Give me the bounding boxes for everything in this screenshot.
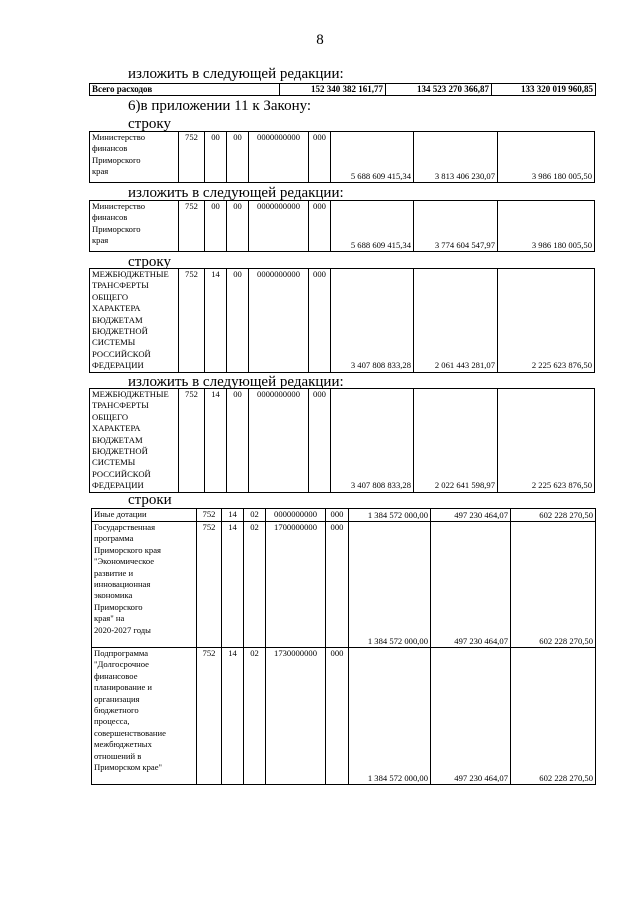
code-cell: 000 <box>326 648 349 785</box>
code-cell: 752 <box>197 522 222 648</box>
value-cell: 602 228 270,50 <box>511 509 596 522</box>
row-name: МЕЖБЮДЖЕТНЫЕ ТРАНСФЕРТЫ ОБЩЕГО ХАРАКТЕРА БЮДЖЕТАМ БЮДЖЕТНОЙ СИСТЕМЫ РОССИЙСКОЙ ФЕДЕРАЦИИ <box>90 389 179 493</box>
code-cell: 14 <box>222 522 244 648</box>
total-value-3: 133 320 019 960,85 <box>492 84 596 96</box>
table-row <box>90 269 595 373</box>
table-row <box>92 509 596 522</box>
row-name: Министерство финансов Приморского края <box>90 201 179 252</box>
code-cell: 02 <box>244 648 266 785</box>
code-cell: 00 <box>205 132 227 183</box>
code-cell: 00 <box>227 269 249 373</box>
total-table <box>89 83 596 96</box>
code-cell: 00 <box>227 132 249 183</box>
value-cell: 1 384 572 000,00 <box>349 522 431 648</box>
row-name: Иные дотации <box>92 509 197 522</box>
text-line: строку <box>128 254 171 270</box>
value-cell: 2 225 623 876,50 <box>498 269 595 373</box>
text-line: строку <box>128 116 171 132</box>
table-row <box>90 201 595 252</box>
code-cell: 752 <box>179 389 205 493</box>
value-cell: 497 230 464,07 <box>431 509 511 522</box>
value-cell: 3 407 808 833,28 <box>331 269 414 373</box>
code-cell: 000 <box>309 132 331 183</box>
value-cell: 5 688 609 415,34 <box>331 132 414 183</box>
value-cell: 2 061 443 281,07 <box>414 269 498 373</box>
value-cell: 497 230 464,07 <box>431 648 511 785</box>
table-5 <box>91 508 596 785</box>
code-cell: 1730000000 <box>266 648 326 785</box>
row-name: Подпрограмма "Долгосрочное финансовое планирование и организация бюджетного процесса, совершенствование межбюджетных отношений в Приморском крае" <box>92 648 197 785</box>
table-3 <box>89 268 595 373</box>
value-cell: 3 986 180 005,50 <box>498 201 595 252</box>
row-name: МЕЖБЮДЖЕТНЫЕ ТРАНСФЕРТЫ ОБЩЕГО ХАРАКТЕРА БЮДЖЕТАМ БЮДЖЕТНОЙ СИСТЕМЫ РОССИЙСКОЙ ФЕДЕРАЦИИ <box>90 269 179 373</box>
code-cell: 752 <box>179 201 205 252</box>
code-cell: 14 <box>222 648 244 785</box>
table-4 <box>89 388 595 493</box>
code-cell: 02 <box>244 522 266 648</box>
row-name: Государственная программа Приморского края "Экономическое развитие и инновационная экономика Приморского края" на 2020-2027 годы <box>92 522 197 648</box>
table-row <box>90 132 595 183</box>
row-name: Министерство финансов Приморского края <box>90 132 179 183</box>
value-cell: 497 230 464,07 <box>431 522 511 648</box>
page-number: 8 <box>316 32 324 48</box>
text-line: строки <box>128 492 172 508</box>
value-cell: 1 384 572 000,00 <box>349 509 431 522</box>
code-cell: 14 <box>205 389 227 493</box>
code-cell: 000 <box>309 269 331 373</box>
table-row <box>90 389 595 493</box>
code-cell: 0000000000 <box>249 132 309 183</box>
text-line: изложить в следующей редакции: <box>128 374 344 390</box>
code-cell: 752 <box>179 132 205 183</box>
code-cell: 0000000000 <box>249 389 309 493</box>
table-row <box>92 522 596 648</box>
value-cell: 3 986 180 005,50 <box>498 132 595 183</box>
code-cell: 00 <box>227 201 249 252</box>
value-cell: 3 813 406 230,07 <box>414 132 498 183</box>
code-cell: 000 <box>326 509 349 522</box>
total-label: Всего расходов <box>90 84 280 96</box>
code-cell: 02 <box>244 509 266 522</box>
code-cell: 00 <box>227 389 249 493</box>
table-2 <box>89 200 595 252</box>
code-cell: 0000000000 <box>249 269 309 373</box>
code-cell: 14 <box>205 269 227 373</box>
value-cell: 5 688 609 415,34 <box>331 201 414 252</box>
total-value-2: 134 523 270 366,87 <box>386 84 492 96</box>
code-cell: 752 <box>197 509 222 522</box>
code-cell: 0000000000 <box>266 509 326 522</box>
value-cell: 2 225 623 876,50 <box>498 389 595 493</box>
code-cell: 000 <box>309 389 331 493</box>
text-line: 6)в приложении 11 к Закону: <box>128 98 312 114</box>
text-line: изложить в следующей редакции: <box>128 66 344 82</box>
value-cell: 2 022 641 598,97 <box>414 389 498 493</box>
code-cell: 000 <box>326 522 349 648</box>
code-cell: 0000000000 <box>249 201 309 252</box>
table-1 <box>89 131 595 183</box>
code-cell: 000 <box>309 201 331 252</box>
code-cell: 752 <box>197 648 222 785</box>
value-cell: 1 384 572 000,00 <box>349 648 431 785</box>
text-line: изложить в следующей редакции: <box>128 185 344 201</box>
code-cell: 00 <box>205 201 227 252</box>
table-row <box>92 648 596 785</box>
total-value-1: 152 340 382 161,77 <box>280 84 386 96</box>
value-cell: 602 228 270,50 <box>511 648 596 785</box>
value-cell: 3 407 808 833,28 <box>331 389 414 493</box>
value-cell: 3 774 604 547,97 <box>414 201 498 252</box>
code-cell: 1700000000 <box>266 522 326 648</box>
code-cell: 752 <box>179 269 205 373</box>
code-cell: 14 <box>222 509 244 522</box>
value-cell: 602 228 270,50 <box>511 522 596 648</box>
